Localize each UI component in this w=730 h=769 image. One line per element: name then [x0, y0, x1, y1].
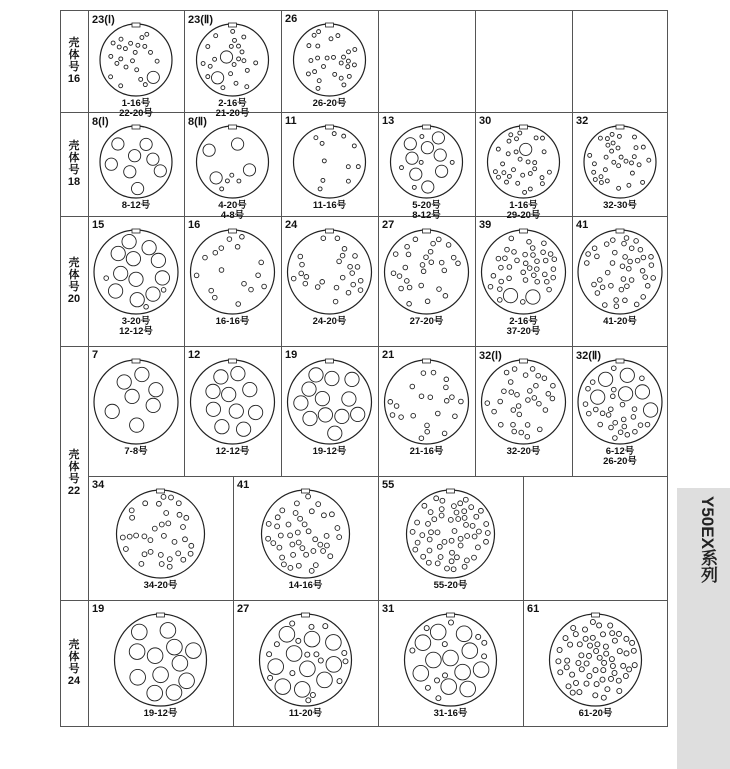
shell-label-char: 24 — [67, 675, 81, 687]
keyway-notch — [229, 229, 237, 233]
keyway-notch — [520, 125, 528, 129]
connector-face-drawing — [475, 358, 572, 446]
insert-arrangement-number: 7 — [92, 349, 99, 361]
insert-arrangement-number: 23(Ⅰ) — [92, 14, 115, 26]
connector-cell — [88, 346, 184, 476]
contact-spec-caption — [378, 317, 475, 327]
caption-line: 41-20号 — [603, 316, 637, 327]
connector-face-drawing — [281, 228, 378, 316]
connector-cell — [475, 112, 572, 221]
connector-outline — [405, 614, 497, 706]
connector-outline — [385, 360, 469, 444]
caption-line: 29-20号 — [506, 210, 541, 221]
shell-label-char: 体 — [68, 461, 80, 473]
caption-line: 14-16号 — [288, 580, 323, 591]
table-column-border — [60, 10, 61, 726]
contact-spec-caption — [378, 581, 523, 591]
caption-line: 8-12号 — [121, 200, 151, 211]
insert-arrangement-number: 27 — [237, 603, 250, 615]
caption-line: 1-16号 — [121, 98, 151, 109]
connector-face-drawing — [281, 358, 378, 446]
connector-outline — [100, 24, 172, 96]
connector-face-drawing — [184, 358, 281, 446]
keyway-notch — [423, 359, 431, 363]
connector-cell — [281, 10, 378, 112]
insert-arrangement-number: 24 — [285, 219, 298, 231]
shell-label-char: 号 — [68, 473, 80, 485]
connector-outline — [197, 126, 269, 198]
contact-spec-caption — [572, 447, 668, 467]
caption-line: 26-20号 — [312, 98, 347, 109]
contact-spec-caption — [184, 447, 281, 457]
caption-line: 26-20号 — [603, 456, 637, 467]
insert-arrangement-number: 16 — [188, 219, 201, 231]
contact-spec-caption — [88, 447, 184, 457]
keyway-notch — [616, 125, 624, 129]
shell-label-char: 体 — [68, 651, 80, 663]
connector-cell — [233, 600, 378, 726]
shell-label-char: 号 — [68, 663, 80, 675]
connector-face-drawing — [475, 124, 572, 200]
keyway-notch — [326, 359, 334, 363]
connector-face-drawing — [378, 228, 475, 316]
keyway-notch — [229, 359, 237, 363]
connector-cell — [88, 476, 233, 600]
keyway-notch — [157, 489, 165, 493]
insert-arrangement-number: 31 — [382, 603, 395, 615]
caption-line: 21-16号 — [409, 446, 444, 457]
shell-size-label — [60, 140, 88, 188]
connector-outline — [482, 230, 566, 314]
table-row-border — [60, 726, 668, 727]
keyway-notch — [447, 613, 455, 617]
keyway-notch — [132, 23, 140, 27]
connector-outline — [550, 614, 642, 706]
shell-label-char: 号 — [68, 281, 80, 293]
contact-spec-caption — [184, 317, 281, 327]
caption-line: 27-20号 — [409, 316, 444, 327]
insert-arrangement-number: 8(Ⅰ) — [92, 116, 109, 128]
shell-label-char: 号 — [68, 61, 80, 73]
connector-face-drawing — [184, 228, 281, 316]
shell-size-label — [60, 449, 88, 497]
shell-size-label — [60, 37, 88, 85]
shell-label-char: 号 — [68, 164, 80, 176]
keyway-notch — [326, 229, 334, 233]
table-column-border — [523, 476, 524, 600]
caption-line: 61-20号 — [578, 708, 613, 719]
keyway-notch — [302, 489, 310, 493]
shell-label-char: 壳 — [68, 37, 80, 49]
shell-label-char: 20 — [67, 293, 81, 305]
contact-spec-caption — [233, 709, 378, 719]
contact-spec-caption — [475, 447, 572, 457]
connector-cell — [572, 346, 668, 476]
shell-label-char: 壳 — [68, 140, 80, 152]
keyway-notch — [616, 359, 624, 363]
keyway-notch — [229, 125, 237, 129]
contact-spec-caption — [88, 317, 184, 337]
connector-face-drawing — [88, 358, 184, 446]
connector-face-drawing — [572, 358, 668, 446]
keyway-notch — [592, 613, 600, 617]
contact-spec-caption — [572, 201, 668, 211]
caption-line: 2-16号 — [509, 316, 538, 327]
connector-cell — [378, 476, 523, 600]
insert-arrangement-number: 12 — [188, 349, 201, 361]
connector-outline — [385, 230, 469, 314]
caption-line: 11-16号 — [312, 200, 347, 211]
connector-cell — [281, 112, 378, 216]
connector-table — [60, 10, 668, 726]
caption-line: 37-20号 — [506, 326, 541, 337]
insert-arrangement-number: 11 — [285, 115, 297, 127]
connector-face-drawing — [88, 22, 184, 98]
connector-outline — [578, 360, 662, 444]
keyway-notch — [132, 125, 140, 129]
connector-outline — [294, 24, 366, 96]
connector-outline — [197, 24, 269, 96]
shell-label-char: 壳 — [68, 257, 80, 269]
connector-cell — [378, 10, 475, 112]
connector-cell — [184, 346, 281, 476]
insert-arrangement-number: 15 — [92, 219, 105, 231]
connector-cell — [378, 600, 523, 726]
caption-line: 3-20号 — [121, 316, 151, 327]
connector-face-drawing — [88, 612, 233, 708]
caption-line: 12-12号 — [119, 326, 153, 337]
keyway-notch — [157, 613, 165, 617]
contact-spec-caption — [378, 447, 475, 457]
keyway-notch — [423, 125, 431, 129]
insert-arrangement-number: 41 — [237, 479, 250, 491]
caption-line: 7-8号 — [124, 446, 148, 457]
connector-face-drawing — [378, 612, 523, 708]
shell-label-char: 体 — [68, 152, 80, 164]
contact-spec-caption — [378, 709, 523, 719]
insert-arrangement-number: 8(Ⅱ) — [188, 116, 207, 128]
connector-cell — [233, 476, 378, 600]
connector-face-drawing — [572, 124, 668, 200]
caption-line: 22-20号 — [119, 108, 153, 119]
keyway-notch — [229, 23, 237, 27]
connector-cell — [378, 216, 475, 346]
connector-outline — [288, 230, 372, 314]
connector-face-drawing — [88, 124, 184, 200]
insert-arrangement-number: 19 — [285, 349, 298, 361]
connector-outline — [191, 230, 275, 314]
keyway-notch — [616, 229, 624, 233]
insert-arrangement-number: 32(Ⅰ) — [479, 350, 502, 362]
connector-outline — [391, 126, 463, 198]
connector-outline — [578, 230, 662, 314]
connector-face-drawing — [184, 124, 281, 200]
caption-line: 2-16号 — [218, 98, 247, 109]
connector-cell — [184, 216, 281, 346]
connector-face-drawing — [281, 22, 378, 98]
shell-size-label — [60, 257, 88, 305]
caption-line: 4-8号 — [220, 210, 245, 221]
caption-line: 6-12号 — [605, 446, 635, 457]
keyway-notch — [520, 359, 528, 363]
shell-label-char: 壳 — [68, 449, 80, 461]
caption-line: 19-12号 — [312, 446, 347, 457]
shell-label-char: 体 — [68, 49, 80, 61]
contact-spec-caption — [88, 709, 233, 719]
connector-cell — [88, 600, 233, 726]
contact-spec-caption — [281, 317, 378, 327]
caption-line: 31-16号 — [433, 708, 468, 719]
insert-arrangement-number: 32 — [576, 115, 589, 127]
insert-arrangement-number: 30 — [479, 115, 492, 127]
shell-label-char: 壳 — [68, 639, 80, 651]
keyway-notch — [520, 229, 528, 233]
keyway-notch — [132, 359, 140, 363]
caption-line: 19-12号 — [143, 708, 178, 719]
contact-spec-caption — [523, 709, 668, 719]
connector-cell — [281, 216, 378, 346]
connector-cell — [281, 346, 378, 476]
connector-outline — [288, 360, 372, 444]
contact-spec-caption — [88, 581, 233, 591]
connector-face-drawing — [88, 488, 233, 580]
insert-arrangement-number: 34 — [92, 479, 105, 491]
insert-arrangement-number: 27 — [382, 219, 395, 231]
insert-arrangement-number: 39 — [479, 219, 492, 231]
caption-line: 55-20号 — [433, 580, 468, 591]
connector-outline — [262, 490, 350, 578]
contact-spec-caption — [572, 317, 668, 327]
insert-arrangement-number: 55 — [382, 479, 395, 491]
caption-line: 21-20号 — [215, 108, 250, 119]
insert-arrangement-number: 23(Ⅱ) — [188, 14, 213, 26]
insert-arrangement-number: 19 — [92, 603, 105, 615]
connector-face-drawing — [233, 612, 378, 708]
insert-arrangement-number: 41 — [576, 219, 589, 231]
connector-face-drawing — [88, 228, 184, 316]
caption-line: 32-20号 — [506, 446, 541, 457]
connector-face-drawing — [378, 488, 523, 580]
shell-size-label — [60, 639, 88, 687]
connector-cell — [572, 112, 668, 216]
keyway-notch — [302, 613, 310, 617]
insert-arrangement-number: 21 — [382, 349, 395, 361]
keyway-notch — [326, 23, 334, 27]
connector-cell — [475, 10, 572, 112]
connector-face-drawing — [281, 124, 378, 200]
table-column-border — [572, 10, 573, 112]
caption-line: 5-20号 — [412, 200, 441, 211]
shell-label-char: 16 — [67, 73, 81, 85]
contact-spec-caption — [475, 317, 572, 337]
contact-spec-caption — [88, 201, 184, 211]
connector-face-drawing — [184, 22, 281, 98]
contact-spec-caption — [281, 201, 378, 211]
caption-line: 1-16号 — [509, 200, 538, 211]
series-side-tab — [677, 488, 730, 769]
connector-cell — [184, 10, 281, 119]
caption-line: 4-20号 — [218, 200, 247, 211]
contact-spec-caption — [233, 581, 378, 591]
connector-face-drawing — [233, 488, 378, 580]
contact-spec-caption — [281, 99, 378, 109]
connector-face-drawing — [378, 358, 475, 446]
caption-line: 16-16号 — [215, 316, 250, 327]
keyway-notch — [326, 125, 334, 129]
connector-cell — [475, 216, 572, 346]
caption-line: 34-20号 — [143, 580, 178, 591]
connector-cell — [184, 112, 281, 221]
caption-line: 24-20号 — [312, 316, 347, 327]
insert-arrangement-number: 61 — [527, 603, 540, 615]
connector-face-drawing — [475, 228, 572, 316]
caption-line: 32-30号 — [603, 200, 637, 211]
shell-label-char: 体 — [68, 269, 80, 281]
series-title: Y50EX系列 — [698, 496, 717, 583]
keyway-notch — [447, 489, 455, 493]
connector-face-drawing — [572, 228, 668, 316]
caption-line: 8-12号 — [412, 210, 441, 221]
connector-cell — [88, 112, 184, 216]
connector-cell — [572, 216, 668, 346]
insert-arrangement-number: 13 — [382, 115, 395, 127]
connector-cell — [378, 112, 475, 221]
connector-outline — [191, 360, 275, 444]
insert-arrangement-number: 26 — [285, 13, 298, 25]
connector-outline — [260, 614, 352, 706]
insert-arrangement-number: 32(Ⅱ) — [576, 350, 601, 362]
shell-label-char: 22 — [67, 485, 81, 497]
keyway-notch — [423, 229, 431, 233]
connector-cell — [475, 346, 572, 476]
connector-face-drawing — [378, 124, 475, 200]
connector-face-drawing — [523, 612, 668, 708]
connector-outline — [294, 126, 366, 198]
connector-outline — [488, 126, 560, 198]
connector-cell — [523, 600, 668, 726]
keyway-notch — [132, 229, 140, 233]
caption-line: 12-12号 — [215, 446, 250, 457]
connector-cell — [378, 346, 475, 476]
caption-line: 11-20号 — [288, 708, 323, 719]
contact-spec-caption — [281, 447, 378, 457]
connector-cell — [88, 216, 184, 346]
shell-label-char: 18 — [67, 176, 81, 188]
connector-cell — [88, 10, 184, 119]
